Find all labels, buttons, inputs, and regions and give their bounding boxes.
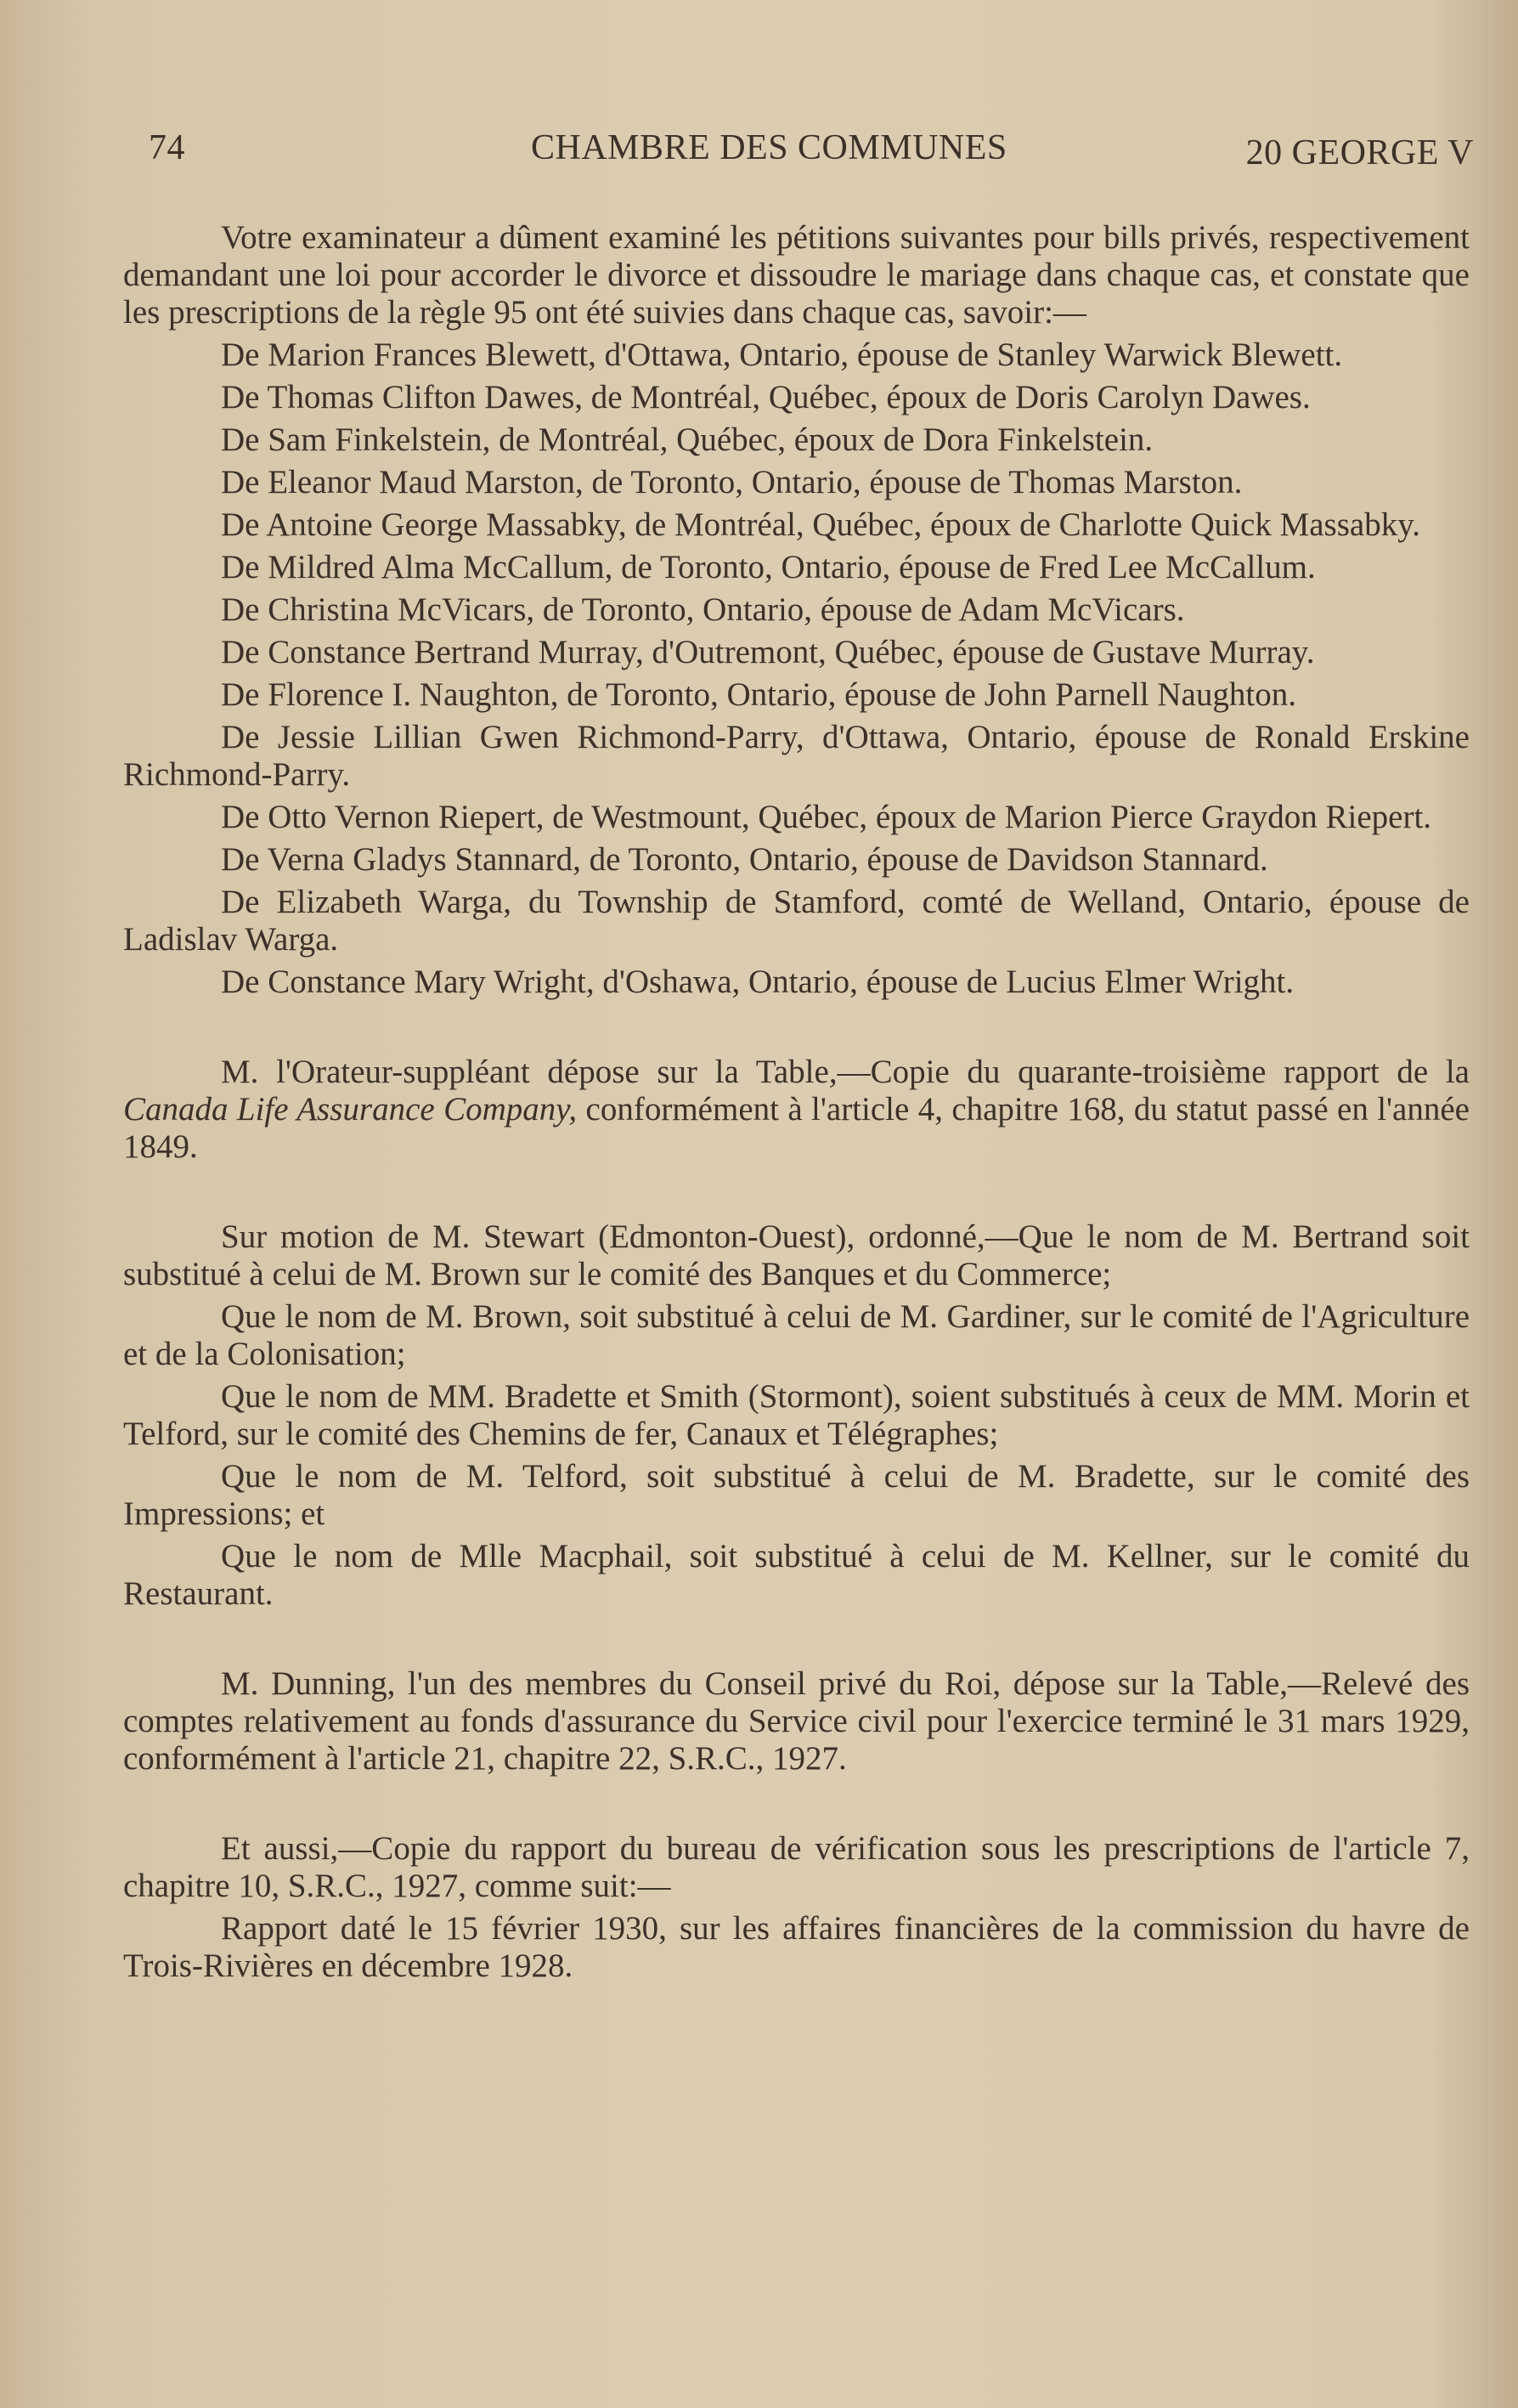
petition-item: De Antoine George Massabky, de Montréal, Québec, époux de Charlotte Quick Massabky. [221, 506, 1420, 543]
regnal-year: 20 GEORGE V [1245, 133, 1474, 172]
petition-item: De Mildred Alma McCallum, de Toronto, Ontario, épouse de Fred Lee McCallum. [221, 549, 1316, 585]
dunning-paragraph: M. Dunning, l'un des membres du Conseil privé du Roi, dépose sur la Table,—Relevé des comptes relativement au fonds d'assurance du Service civil pour l'exercice terminé le 31 mars 1929, conformément à l'article 21, chapitre 22, S.R.C., 1927. [123, 1665, 1470, 1777]
petition-item: De Sam Finkelstein, de Montréal, Québec, époux de Dora Finkelstein. [221, 421, 1154, 458]
aussi-paragraph: Et aussi,—Copie du rapport du bureau de vérification sous les prescriptions de l'article 7, chapitre 10, S.R.C., 1927, comme suit:— [123, 1830, 1470, 1904]
page-number: 74 [149, 128, 185, 167]
petition-item: De Christina McVicars, de Toronto, Ontario, épouse de Adam McVicars. [221, 591, 1185, 628]
rapport-paragraph: Rapport daté le 15 février 1930, sur les affaires financières de la commission du havre de Trois-Rivières en décembre 1928. [123, 1910, 1470, 1984]
petition-item: De Jessie Lillian Gwen Richmond-Parry, d'Ottawa, Ontario, épouse de Ronald Erskine Richmond-Parry. [123, 719, 1470, 793]
petition-item: De Thomas Clifton Dawes, de Montréal, Québec, époux de Doris Carolyn Dawes. [221, 379, 1311, 415]
petition-item: De Eleanor Maud Marston, de Toronto, Ontario, épouse de Thomas Marston. [221, 464, 1243, 500]
petition-item: De Florence I. Naughton, de Toronto, Ontario, épouse de John Parnell Naughton. [221, 676, 1296, 713]
petition-item: De Otto Vernon Riepert, de Westmount, Québec, époux de Marion Pierce Graydon Riepert. [221, 799, 1432, 835]
page-title: CHAMBRE DES COMMUNES [531, 128, 1007, 167]
company-name: Canada Life Assurance Company, [123, 1091, 578, 1128]
petition-item: De Marion Frances Blewett, d'Ottawa, Ontario, épouse de Stanley Warwick Blewett. [221, 336, 1343, 373]
motion-item: Que le nom de MM. Bradette et Smith (Stormont), soient substitués à ceux de MM. Morin et Telford, sur le comité des Chemins de fer, Canaux et Télégraphes; [123, 1378, 1470, 1452]
motion-item: Que le nom de M. Telford, soit substitué à celui de M. Bradette, sur le comité des Impressions; et [123, 1458, 1470, 1532]
orateur-paragraph [123, 1054, 1470, 1166]
orateur-text-before: M. l'Orateur-suppléant dépose sur la Table,—Copie du quarante-troisième rapport de la [221, 1054, 1470, 1090]
petition-item: De Verna Gladys Stannard, de Toronto, Ontario, épouse de Davidson Stannard. [221, 841, 1268, 878]
petition-item: De Constance Mary Wright, d'Oshawa, Ontario, épouse de Lucius Elmer Wright. [221, 964, 1295, 1000]
intro-paragraph: Votre examinateur a dûment examiné les pétitions suivantes pour bills privés, respectivement demandant une loi pour accorder le divorce et dissoudre le mariage dans chaque cas, et constate que les prescriptions de la règle 95 ont été suivies dans chaque cas, savoir:— [123, 219, 1470, 331]
page-header [149, 127, 1474, 178]
petition-item: De Constance Bertrand Murray, d'Outremont, Québec, épouse de Gustave Murray. [221, 634, 1315, 670]
petition-item: De Elizabeth Warga, du Township de Stamford, comté de Welland, Ontario, épouse de Ladislav Warga. [123, 884, 1470, 958]
motion-item: Que le nom de M. Brown, soit substitué à celui de M. Gardiner, sur le comité de l'Agriculture et de la Colonisation; [123, 1298, 1470, 1372]
page-body [123, 219, 1470, 1985]
motion-item: Que le nom de Mlle Macphail, soit substitué à celui de M. Kellner, sur le comité du Restaurant. [123, 1538, 1470, 1612]
orateur-text-after: conformément à l'article 4, chapitre 168, du statut passé en l'année 1849. [123, 1091, 1470, 1165]
motion-paragraph: Sur motion de M. Stewart (Edmonton-Ouest), ordonné,—Que le nom de M. Bertrand soit substitué à celui de M. Brown sur le comité des Banques et du Commerce; [123, 1218, 1470, 1292]
